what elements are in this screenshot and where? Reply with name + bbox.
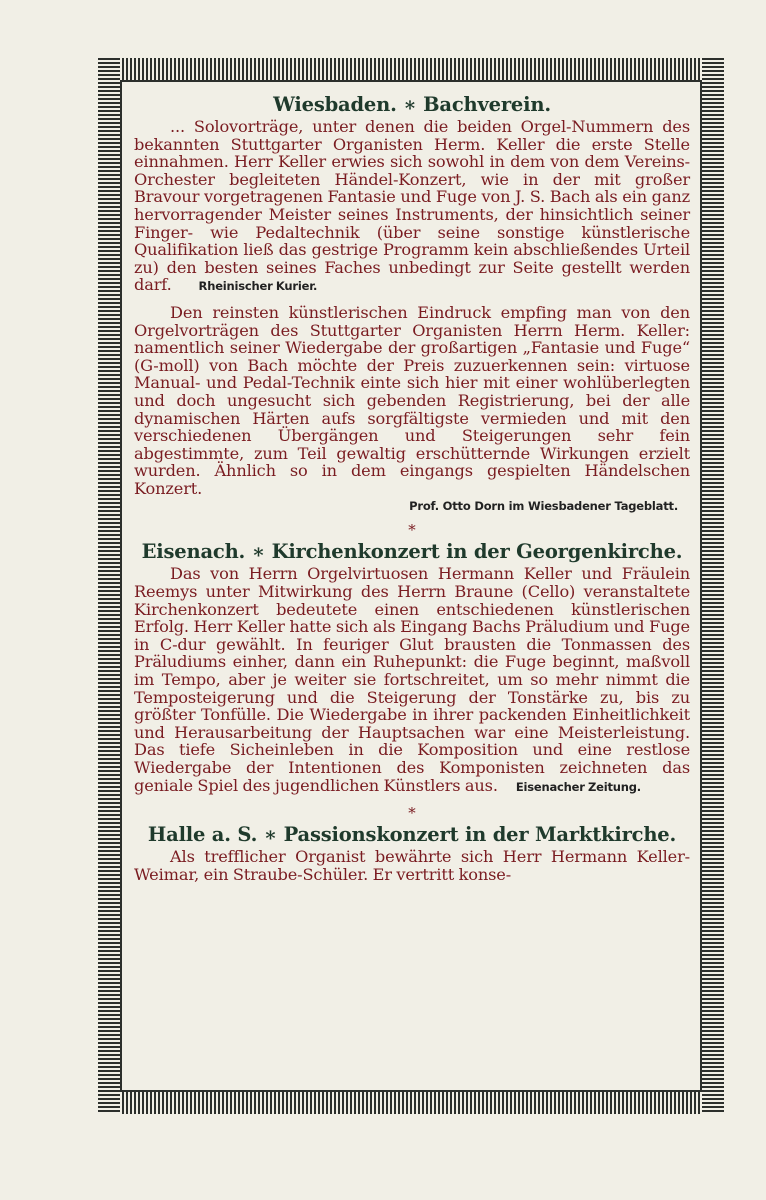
review-paragraph (134, 565, 690, 796)
section-heading-wiesbaden: Wiesbaden. ∗ Bachverein. (273, 93, 551, 116)
review-text: ... Solovorträge, unter denen die beiden Orgel-Nummern des bekannten Stuttgarter Organisten Herm. Keller die erste Stelle einnahmen. Herr Keller erwies sich sowohl in dem von dem Vereins-Orchester begleiteten Händel-Konzert, wie in der mit großer Bravour vorgetragenen Fantasie und Fuge von J. S. Bach als ein ganz hervorragender Meister seines Instruments, der hinsichtlich seiner Finger- wie Pedaltechnik (über seine sonstige künstlerische Qualifikation ließ das gestrige Programm kein abschließendes Urteil zu) den besten seines Faches unbedingt zur Seite gestellt werden darf. (134, 117, 690, 295)
page-content (122, 82, 700, 1090)
section-separator: ∗ (406, 518, 418, 537)
border-right (702, 58, 724, 1114)
section-separator: ∗ (406, 801, 418, 820)
border-rule-right (700, 80, 702, 1092)
review-text: Den reinsten künstlerischen Eindruck empfing man von den Orgelvorträgen des Stuttgarter Organisten Herrn Herm. Keller: namentlich seiner Wiedergabe der großartigen „Fantasie und Fuge“ (G-moll) von Bach möchte der Preis zuzuerkennen sein: virtuose Manual- und Pedal-Technik einte sich hier mit einer wohlüberlegten und doch ungesucht sich gebenden Registrierung, bei der alle dynamischen Härten aufs sorgfältigste vermieden und mit den verschiedenen Übergängen und Steigerungen sehr fein abgestimmte, zum Teil gewaltig erschütternde Wirkungen erzielt wurden. Ähnlich so in dem eingangs gespielten Händelschen Konzert. (134, 302, 690, 498)
source-attribution: Rheinischer Kurier. (198, 279, 318, 294)
border-bottom (98, 1092, 724, 1114)
review-paragraph (134, 118, 690, 296)
ornamental-border (98, 58, 724, 1114)
review-paragraph (134, 304, 690, 498)
review-text: Als trefflicher Organist bewährte sich Herr Hermann Keller-Weimar, ein Straube-Schüler. Er vertritt konse- (134, 847, 690, 884)
border-rule-bottom (120, 1090, 702, 1092)
border-top (98, 58, 724, 80)
review-paragraph (134, 848, 690, 883)
section-heading-halle: Halle a. S. ∗ Passionskonzert in der Marktkirche. (147, 823, 677, 847)
source-attribution: Eisenacher Zeitung. (515, 779, 641, 794)
border-left (98, 58, 120, 1114)
section-heading-eisenach: Eisenach. ∗ Kirchenkonzert in der Georgenkirche. (141, 540, 683, 564)
source-attribution: Prof. Otto Dorn im Wiesbadener Tageblatt. (409, 499, 678, 514)
review-text: Das von Herrn Orgelvirtuosen Hermann Keller und Fräulein Reemys unter Mitwirkung des Herrn Braune (Cello) veranstaltete Kirchenkonzert bedeutete einen entschiedenen künstlerischen Erfolg. Herr Keller hatte sich als Eingang Bachs Präludium und Fuge in C-dur gewählt. In feuriger Glut brausten die Tonmassen des Präludiums einher, dann ein Ruhepunkt: die Fuge beginnt, maßvoll im Tempo, aber je weiter sie fortschreitet, um so mehr nimmt die Temposteigerung und die Steigerung der Tonstärke zu, bis zu größter Tonfülle. Die Wiedergabe in ihrer packenden Einheitlichkeit und Herausarbeitung der Hauptsachen war eine Meisterleistung. Das tiefe Sicheinleben in die Komposition und eine restlose Wiedergabe der Intentionen des Komponisten zeichneten das geniale Spiel des jugendlichen Künstlers aus. (134, 564, 690, 795)
